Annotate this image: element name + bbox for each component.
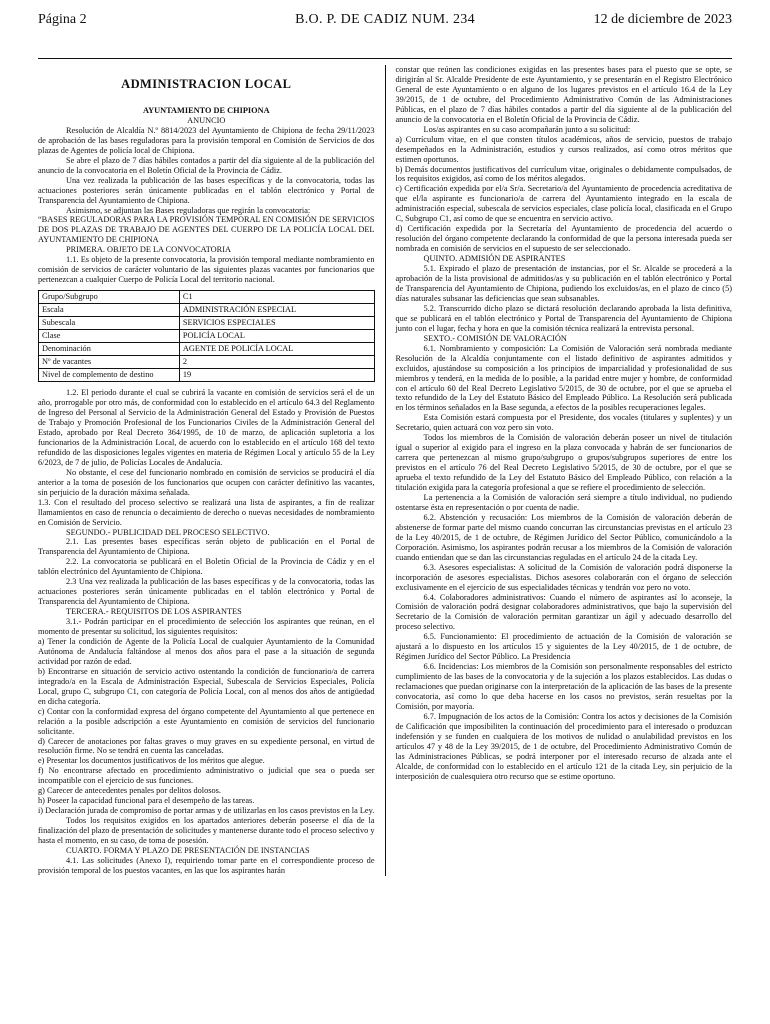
paragraph: 6.4. Colaboradores administrativos: Cuando el número de aspirantes así lo aconseje, la Comisión de valoración podrá designar colaboradores administrativos, que bajo la supervisión del Secretario de la Comisión de valoración permitan garantizar un ágil y adecuado desarrollo del proceso selectivo. [395,592,732,632]
heading-sexto: SEXTO.- COMISIÓN DE VALORACIÓN [423,333,567,343]
paragraph: 6.6. Incidencias: Los miembros de la Comisión son personalmente responsables del estricto cumplimiento de las bases de la convocatoria y de la sujeción a los plazos establecidos. Las dudas o reclamaciones que puedan originarse con la interpretación de la aplicación de las bases de la presente convocatoria, así como lo que deba hacerse en los casos no previstos, serán resueltas por la Comisión, por mayoría. [395,662,732,711]
paragraph: 6.2. Abstención y recusación: Los miembros de la Comisión de valoración deberán de abstenerse de formar parte del mismo cuando concurran las circunstancias previstas en el artículo 23 de la Ley 40/2015, de 1 de octubre, de Régimen Jurídico del Sector Público, comunicándolo a la Corporación. Asimismo, los aspirantes podrán recusar a los miembros de la Comisión de valoración cuando entiendan que se dan las circunstancias reguladas en el artículo 24 de la citada Ley. [395,512,732,562]
paragraph: Una vez realizada la publicación de las bases específicas y de la convocatoria, todas las actuaciones posteriores serán únicamente publicadas en el tablón electrónico y Portal de Transparencia del Ayuntamiento de Chipiona. [38,175,375,205]
organization-name: AYUNTAMIENTO DE CHIPIONA [142,106,270,115]
requirement-item: i) Declaración jurada de compromiso de portar armas y de utilizarlas en los casos previstos en la Ley. [38,806,375,816]
table-value: 2 [179,356,374,369]
document-item: c) Certificación expedida por el/a Sr/a. Secretario/a del Ayuntamiento de procedencia acreditativa de que el/la aspirante es funcionario/a de carrera del Ayuntamiento integrado en la escala de administración especial, subescala de servicios especiales, clase policía local, clasificada en el Grupo C, Subgrupo C1, así como de que se encuentra en servicio activo. [395,184,732,224]
paragraph: Se abre el plazo de 7 días hábiles contados a partir del día siguiente al de la publicación del anuncio de la convocatoria en el Boletín Oficial de la Provincia de Cádiz. [38,155,375,175]
paragraph: 2.1. Las presentes bases específicas serán objeto de publicación en el Portal de Transparencia del Ayuntamiento de Chipiona. [38,537,375,557]
paragraph: 6.3. Asesores especialistas: A solicitud de la Comisión de valoración podrá disponerse la incorporación de asesores especialistas. Dichos asesores colaborarán con el órgano de selección exclusivamente en el ejercicio de sus especialidades técnicas y tendrán voz pero no voto. [395,562,732,592]
table-key: Clase [39,330,180,343]
requirement-item: d) Carecer de anotaciones por faltas graves o muy graves en su expediente personal, en virtud de resolución firme. No se tendrá en cuenta las canceladas. [38,736,375,756]
requirement-item: f) No encontrarse afectado en procedimiento administrativo o judicial que sea o pueda ser incompatible con el ejercicio de sus funciones. [38,766,375,786]
bases-title: “BASES REGULADORAS PARA LA PROVISIÓN TEMPORAL EN COMISIÓN DE SERVICIOS DE DOS PLAZAS DE TRABAJO DE AGENTES DEL CUERPO DE LA POLICÍA LOCAL DEL AYUNTAMIENTO DE CHIPIONA [38,215,375,245]
paragraph: No obstante, el cese del funcionario nombrado en comisión de servicios se producirá el día anterior a la toma de posesión de los funcionarios que ocupen con carácter definitivo las vacantes, sin perjuicio de la duración máxima señalada. [38,467,375,497]
paragraph: 6.5. Funcionamiento: El procedimiento de actuación de la Comisión de valoración se ajustará a lo dispuesto en los artículos 15 y siguientes de la Ley 40/2015, de 1 de octubre, de Régimen Jurídico del Sector Público. La Presidencia [395,632,732,662]
requirement-item: e) Presentar los documentos justificativos de los méritos que alegue. [38,756,265,766]
paragraph: Todos los miembros de la Comisión de valoración deberán poseer un nivel de titulación igual o superior al exigido para el ingreso en la plaza convocada y habrán de ser funcionarios de carrera que pertenezcan al mismo grupo/subgrupo o grupos/subgrupos superiores de entre los previstos en el artículo 76 del Real Decreto Legislativo 5/2015, de 30 de octubre, por el que se aprueba el texto refundido de la Ley del Estatuto Básico del Empleado Público, con relación a la titulación exigida para la categoría profesional a que se refiere el procedimiento de selección. [395,433,732,493]
table-row [39,369,375,382]
table-row [39,343,375,356]
table-key: Grupo/Subgrupo [39,291,180,304]
paragraph: 1.1. Es objeto de la presente convocatoria, la provisión temporal mediante nombramiento en comisión de servicios de carácter voluntario de las siguientes plazas vacantes por funcionarios que pertenezcan a cualquier Cuerpo de Policía Local del territorio nacional. [38,255,375,285]
table-value: 19 [179,369,374,382]
table-key: Nivel de complemento de destino [39,369,180,382]
heading-segundo: SEGUNDO.- PUBLICIDAD DEL PROCESO SELECTIVO. [66,527,270,537]
document-item: b) Demás documentos justificativos del currículum vitae, originales o debidamente compulsados, de los requisitos exigidos, así como de los méritos alegados. [395,164,732,184]
left-column [38,65,386,876]
paragraph: 2.3 Una vez realizada la publicación de las bases específicas y de la convocatoria, todas las actuaciones posteriores serán únicamente publicadas en el tablón electrónico y Portal de Transparencia del Ayuntamiento de Chipiona. [38,577,375,607]
header-date: 12 de diciembre de 2023 [593,12,732,27]
table-row [39,291,375,304]
requirement-item: g) Carecer de antecedentes penales por delitos dolosos. [38,786,221,796]
paragraph: 5.2. Transcurrido dicho plazo se dictará resolución declarando aprobada la lista definitiva, que se publicará en el tablón electrónico y Portal de Transparencia del Ayuntamiento de Chipiona junto con el lugar, fecha y hora en que la comisión técnica realizará la entrevista personal. [395,303,732,333]
table-row [39,356,375,369]
table-value: ADMINISTRACIÓN ESPECIAL [179,304,374,317]
table-key: Subescala [39,317,180,330]
table-value: POLICÍA LOCAL [179,330,374,343]
heading-tercera: TERCERA.- REQUISITOS DE LOS ASPIRANTES [66,607,242,617]
paragraph: constar que reúnen las condiciones exigidas en las presentes bases para el puesto que se opte, se dirigirán al Sr. Alcalde Presidente de este Ayuntamiento, y se presentarán en el Registro Electrónico General de este Ayuntamiento o en alguno de los lugares previstos en el artículo 16.4 de la Ley 39/2015, de 1 de octubre, del Procedimiento Administrativo Común de las Administraciones Públicas, en el plazo de 7 días hábiles contados a partir del día siguiente al de la publicación del anuncio de la convocatoria en el Boletín Oficial de la Provincia de Cádiz. [395,65,732,124]
paragraph: La pertenencia a la Comisión de valoración será siempre a título individual, no pudiendo ostentarse ésta en representación o por cuenta de nadie. [395,492,732,512]
bulletin-title: B.O. P. DE CADIZ NUM. 234 [295,12,475,27]
heading-cuarto: CUARTO. FORMA Y PLAZO DE PRESENTACIÓN DE INSTANCIAS [66,846,310,855]
page-number: Página 2 [38,12,87,27]
requirement-item: h) Poseer la capacidad funcional para el desempeño de las tareas. [38,796,255,806]
paragraph: 1.2. El periodo durante el cual se cubrirá la vacante en comisión de servicios será el de un año, prorrogable por otro más, de conformidad con lo establecido en el artículo 64.3 del Reglamento de Ingreso del Personal al Servicio de la Administración General del Estado y Provisión de Puestos de Trabajo y Promoción Profesional de los Funcionarios Civiles de la Administración General del Estado, aprobado por Real Decreto 364/1995, de 10 de marzo, de aplicación supletoria a los funcionarios de la Administración Local, de acuerdo con lo establecido en el artículo 168 del texto refundido de las disposiciones legales vigentes en materia de Régimen Local y artículo 55 de la Ley 6/2023, de 7 de julio, de Policías Locales de Andalucía. [38,388,375,467]
table-row [39,317,375,330]
document-item: d) Certificación expedida por la Secretaría del Ayuntamiento de procedencia del acuerdo o resolución del órgano competente declarando la conformidad de que la persona interesada pueda ser nombrada en comisión de servicios en el supuesto de ser seleccionado. [395,224,732,254]
paragraph: 4.1. Las solicitudes (Anexo I), requiriendo tomar parte en el correspondiente proceso de provisión temporal de los puestos vacantes, en las que los aspirantes harán [38,855,375,875]
document-item: a) Currículum vitae, en el que consten títulos académicos, años de servicio, puestos de trabajo desempeñados en la Administración, estudios y cursos realizados, así como otros méritos que estimen oportunos. [395,134,732,164]
requirement-item: b) Encontrarse en situación de servicio activo ostentando la condición de funcionario/a de carrera integrado/a en la Escala de Administración Especial, Subescala de Servicios Especiales, Policía Local, grupo C, subgrupo C1, con categoría de Policía Local, con al menos dos años de antigüedad en dicha categoría. [38,666,375,706]
table-row [39,330,375,343]
table-key: Escala [39,304,180,317]
table-key: Denominación [39,343,180,356]
paragraph: Esta Comisión estará compuesta por el Presidente, dos vocales (titulares y suplentes) y un Secretario, quien actuará con voz pero sin voto. [395,413,732,433]
requirement-item: c) Contar con la conformidad expresa del órgano competente del Ayuntamiento al que pertenece en relación a la posible adscripción a este Ayuntamiento en comisión de servicios del funcionario solicitante. [38,706,375,736]
vacancy-table [38,290,375,382]
paragraph: 2.2. La convocatoria se publicará en el Boletín Oficial de la Provincia de Cádiz y en el tablón electrónico del Ayuntamiento de Chipiona. [38,557,375,577]
paragraph: Resolución de Alcaldía N.º 8814/2023 del Ayuntamiento de Chipiona de fecha 29/11/2023 de aprobación de las bases reguladoras para la provisión temporal en Comisión de Servicios de dos plazas de Agentes de policía local de Chipiona. [38,125,375,155]
table-row [39,304,375,317]
heading-primera: PRIMERA. OBJETO DE LA CONVOCATORIA [66,245,231,255]
heading-quinto: QUINTO. ADMISIÓN DE ASPIRANTES [423,254,566,264]
paragraph: 6.1. Nombramiento y composición: La Comisión de Valoración será nombrada mediante Resolución de la Alcaldía conjuntamente con el listado definitivo de aspirantes admitidos y excluidos, ajustándose su composición a los principios de imparcialidad y profesionalidad de sus miembros y tenderá, en la medida de lo posible, a la paridad entre mujer y hombre, de conformidad con el artículo 60 del Real Decreto Legislativo 5/2015, de 30 de octubre, por el que se aprueba el texto refundido de la Ley del Estatuto Básico del Empleado Público. La Resolución será publicada en los términos señalados en la Base segunda, a efectos de la posibles recuperaciones legales. [395,343,732,413]
paragraph: 3.1.- Podrán participar en el procedimiento de selección los aspirantes que reúnan, en el momento de presentar su solicitud, los siguientes requisitos: [38,617,375,637]
table-value: AGENTE DE POLICÍA LOCAL [179,343,374,356]
header-rule [38,58,732,59]
table-value: C1 [179,291,374,304]
paragraph: 1.3. Con el resultado del proceso selectivo se realizará una lista de aspirantes, a fin de realizar llamamientos en caso de renuncia o decaimiento de derecho o nuevas necesidades de nombramiento en Comisión de Servicio. [38,497,375,527]
paragraph: 5.1. Expirado el plazo de presentación de instancias, por el Sr. Alcalde se procederá a la aprobación de la lista provisional de admitidos/as y su publicación en el tablón electrónico y Portal de Transparencia del Ayuntamiento de Chipiona, pudiendo los excluidos/as, en el plazo de cinco (5) días naturales subsanar las deficiencias que sean subsanables. [395,264,732,303]
section-title: ADMINISTRACION LOCAL [121,77,292,91]
announcement-label: ANUNCIO [187,115,226,125]
paragraph: Todos los requisitos exigidos en los apartados anteriores deberán poseerse el día de la finalización del plazo de presentación de solicitudes y mantenerse durante todo el proceso selectivo y hasta el momento, en su caso, de toma de posesión. [38,816,375,846]
requirement-item: a) Tener la condición de Agente de la Policía Local de cualquier Ayuntamiento de la Comunidad Autónoma de Andalucía faltándose al menos dos años para el pase a la situación de segunda actividad por razón de edad. [38,636,375,666]
paragraph: 6.7. Impugnación de los actos de la Comisión: Contra los actos y decisiones de la Comisión de Calificación que imposibiliten la continuación del procedimiento para el interesado o produzcan indefensión y se funden en cualquiera de los motivos de nulidad o anulabilidad previstos en los artículos 47 y 48 de la Ley 39/2015, de 1 de octubre, del Procedimiento Administrativo Común de las Administraciones Públicas, se podrá interponer por el interesado recurso de alzada ante el Alcalde, de conformidad con lo establecido en el artículo 121 de la citada Ley, sin perjuicio de la interposición de cualesquiera otro recurso que se estime oportuno. [395,711,732,781]
right-column [386,65,733,876]
table-value: SERVICIOS ESPECIALES [179,317,374,330]
paragraph: Los/as aspirantes en su caso acompañarán junto a su solicitud: [423,124,631,134]
paragraph: Asimismo, se adjuntan las Bases reguladoras que regirán la convocatoria: [66,205,311,215]
table-key: Nº de vacantes [39,356,180,369]
